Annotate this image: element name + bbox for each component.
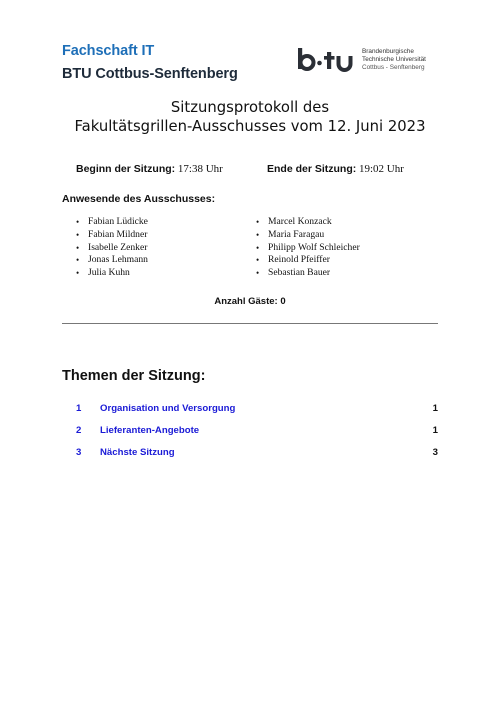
toc-entry-number: 3: [76, 447, 82, 458]
toc-entry-page: 1: [432, 425, 438, 436]
session-end: [267, 163, 404, 175]
attendees-list-right: [256, 216, 360, 280]
attendee-item: • Julia Kuhn: [76, 267, 148, 280]
toc-entry-number: 2: [76, 425, 82, 436]
attendee-item: • Fabian Lüdicke: [76, 216, 148, 229]
organization-header: [62, 42, 238, 84]
attendee-item: • Reinold Pfeiffer: [256, 254, 360, 267]
title-line-1: Sitzungsprotokoll des: [170, 99, 330, 116]
attendee-item: • Marcel Konzack: [256, 216, 360, 229]
attendee-item: • Sebastian Bauer: [256, 267, 360, 280]
session-begin-label: Beginn der Sitzung:: [76, 163, 176, 175]
btu-logo-mark: [296, 45, 356, 75]
toc-entry-page: 3: [432, 447, 438, 458]
session-begin: [76, 163, 223, 175]
document-title: [0, 98, 500, 136]
session-end-label: Ende der Sitzung:: [267, 163, 357, 175]
attendee-item: • Maria Faragau: [256, 229, 360, 242]
horizontal-divider: [62, 323, 438, 324]
toc-entry-naechste-sitzung[interactable]: [76, 447, 438, 461]
guest-count: Anzahl Gäste: 0: [214, 296, 286, 307]
title-line-2: Fakultätsgrillen-Ausschusses vom 12. Juni 2023: [74, 118, 426, 135]
toc-entry-organisation[interactable]: [76, 403, 438, 417]
btu-logo-text: Brandenburgische Technische Universität Cottbus - Senftenberg: [362, 48, 426, 71]
toc-entry-link[interactable]: Organisation und Versorgung: [100, 403, 236, 414]
attendee-item: • Jonas Lehmann: [76, 254, 148, 267]
session-begin-value: 17:38 Uhr: [177, 163, 223, 175]
toc-entry-link[interactable]: Lieferanten-Angebote: [100, 425, 200, 436]
attendee-item: • Philipp Wolf Schleicher: [256, 242, 360, 255]
organization-name: Fachschaft IT: [62, 43, 155, 59]
attendee-item: • Fabian Mildner: [76, 229, 148, 242]
university-name: BTU Cottbus-Senftenberg: [62, 66, 238, 82]
attendees-heading: Anwesende des Ausschusses:: [62, 193, 216, 205]
attendees-list-left: [76, 216, 148, 280]
session-end-value: 19:02 Uhr: [359, 163, 404, 175]
toc-entry-page: 1: [432, 403, 438, 414]
toc-entry-lieferanten[interactable]: [76, 425, 438, 439]
toc-entry-link[interactable]: Nächste Sitzung: [100, 447, 175, 458]
topics-heading: Themen der Sitzung:: [62, 368, 206, 384]
attendee-item: • Isabelle Zenker: [76, 242, 148, 255]
toc-entry-number: 1: [76, 403, 82, 414]
